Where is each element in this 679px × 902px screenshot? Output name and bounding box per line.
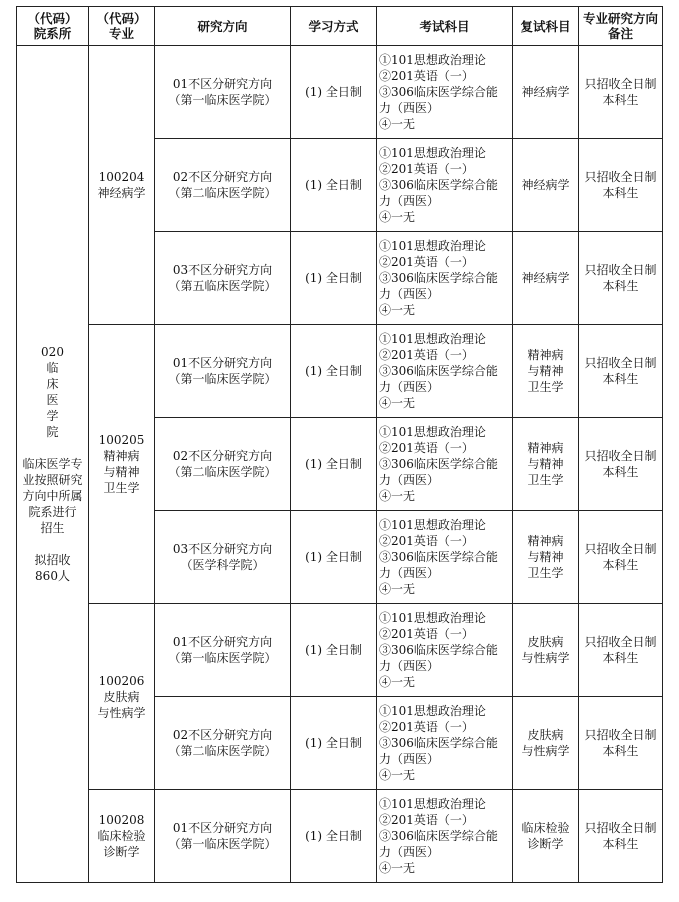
note-cell (579, 604, 663, 697)
note-cell (579, 325, 663, 418)
exam-subject-line: 力（西医） (379, 101, 440, 115)
exam-subject-line: ④一无 (379, 303, 416, 317)
direction-cell (155, 139, 291, 232)
retest-line: 与精神 (527, 457, 564, 471)
retest-line: 与精神 (527, 364, 564, 378)
direction-line: （第一临床医学院） (168, 651, 277, 665)
exam-subject-line: ④一无 (379, 675, 416, 689)
retest-line: 皮肤病 (527, 635, 564, 649)
exam-subject-line: ④一无 (379, 489, 416, 503)
retest-line: 神经病学 (521, 85, 570, 99)
header-direction: 研究方向 (155, 7, 291, 46)
exam-subject-line: ③306临床医学综合能 (379, 550, 498, 564)
dept-name-char: 医 (46, 393, 59, 407)
direction-line: （第二临床医学院） (168, 744, 277, 758)
note-line: 本科生 (602, 186, 639, 200)
exam-subject-line: ②201英语（一） (379, 534, 474, 548)
header-retest: 复试科目 (513, 7, 579, 46)
direction-cell (155, 46, 291, 139)
note-cell (579, 697, 663, 790)
note-line: 本科生 (602, 372, 639, 386)
dept-description-line: 院系进行 (28, 505, 77, 519)
direction-line: 01不区分研究方向 (172, 77, 273, 91)
note-line: 只招收全日制 (584, 263, 657, 277)
exam-subject-line: ②201英语（一） (379, 441, 474, 455)
exam-subject-line: 力（西医） (379, 566, 440, 580)
exam-subjects-cell (377, 46, 513, 139)
direction-line: 02不区分研究方向 (172, 728, 273, 742)
note-line: 本科生 (602, 93, 639, 107)
major-name-line: 卫生学 (103, 481, 140, 495)
study-mode-cell: (1) 全日制 (291, 232, 377, 325)
exam-subject-line: ④一无 (379, 861, 416, 875)
table-row (17, 790, 663, 883)
table-row (17, 325, 663, 418)
dept-code: 020 (41, 345, 64, 359)
direction-line: 02不区分研究方向 (172, 449, 273, 463)
retest-line: 神经病学 (521, 271, 570, 285)
direction-cell (155, 604, 291, 697)
major-code: 100206 (98, 673, 145, 688)
dept-description-line: 业按照研究 (22, 473, 83, 487)
note-line: 本科生 (602, 465, 639, 479)
retest-line: 精神病 (527, 348, 564, 362)
study-mode-cell: (1) 全日制 (291, 418, 377, 511)
retest-cell (513, 418, 579, 511)
direction-line: （第一临床医学院） (168, 837, 277, 851)
study-mode-cell: (1) 全日制 (291, 139, 377, 232)
study-mode-cell: (1) 全日制 (291, 604, 377, 697)
note-line: 本科生 (602, 279, 639, 293)
exam-subject-line: 力（西医） (379, 194, 440, 208)
note-line: 本科生 (602, 837, 639, 851)
exam-subjects-cell (377, 325, 513, 418)
direction-line: （医学科学院） (180, 558, 265, 572)
direction-line: （第一临床医学院） (168, 372, 277, 386)
dept-name-char: 院 (46, 425, 59, 439)
note-line: 本科生 (602, 651, 639, 665)
direction-line: 01不区分研究方向 (172, 635, 273, 649)
exam-subjects-cell (377, 418, 513, 511)
note-line: 只招收全日制 (584, 449, 657, 463)
exam-subject-line: ④一无 (379, 396, 416, 410)
exam-subjects-cell (377, 232, 513, 325)
exam-subject-line: ①101思想政治理论 (379, 146, 486, 160)
major-cell (89, 325, 155, 604)
major-name-line: 与性病学 (97, 705, 146, 720)
exam-subject-line: 力（西医） (379, 752, 440, 766)
table-row (17, 46, 663, 139)
direction-cell (155, 511, 291, 604)
exam-subject-line: ③306临床医学综合能 (379, 457, 498, 471)
exam-subject-line: ①101思想政治理论 (379, 704, 486, 718)
exam-subject-line: ③306临床医学综合能 (379, 364, 498, 378)
exam-subject-line: ②201英语（一） (379, 69, 474, 83)
admissions-table (16, 6, 663, 883)
exam-subjects-cell (377, 697, 513, 790)
retest-cell (513, 232, 579, 325)
direction-line: 03不区分研究方向 (172, 542, 273, 556)
major-name-line: 与精神 (103, 465, 140, 479)
direction-cell (155, 697, 291, 790)
header-exam-subjects: 考试科目 (377, 7, 513, 46)
dept-name-char: 临 (46, 361, 59, 375)
retest-line: 与精神 (527, 550, 564, 564)
exam-subject-line: ①101思想政治理论 (379, 53, 486, 67)
note-cell (579, 418, 663, 511)
major-cell (89, 46, 155, 325)
retest-line: 卫生学 (527, 473, 564, 487)
exam-subject-line: ③306临床医学综合能 (379, 271, 498, 285)
direction-line: 01不区分研究方向 (172, 821, 273, 835)
exam-subject-line: ①101思想政治理论 (379, 332, 486, 346)
note-line: 只招收全日制 (584, 77, 657, 91)
exam-subject-line: ②201英语（一） (379, 720, 474, 734)
retest-line: 卫生学 (527, 380, 564, 394)
exam-subject-line: ②201英语（一） (379, 162, 474, 176)
note-cell (579, 232, 663, 325)
exam-subject-line: ②201英语（一） (379, 627, 474, 641)
retest-cell (513, 139, 579, 232)
retest-line: 临床检验 (521, 821, 570, 835)
table-row (17, 604, 663, 697)
exam-subject-line: ②201英语（一） (379, 348, 474, 362)
retest-line: 精神病 (527, 441, 564, 455)
major-code: 100208 (98, 813, 145, 827)
exam-subject-line: ③306临床医学综合能 (379, 85, 498, 99)
note-cell (579, 139, 663, 232)
exam-subject-line: ④一无 (379, 582, 416, 596)
retest-cell (513, 325, 579, 418)
exam-subjects-cell (377, 604, 513, 697)
dept-quota-line: 860人 (35, 569, 70, 583)
major-code: 100204 (98, 170, 145, 184)
exam-subject-line: ①101思想政治理论 (379, 425, 486, 439)
note-line: 本科生 (602, 744, 639, 758)
study-mode-cell: (1) 全日制 (291, 790, 377, 883)
direction-cell (155, 232, 291, 325)
dept-name-char: 学 (46, 409, 59, 423)
retest-line: 神经病学 (521, 178, 570, 192)
header-dept: （代码） 院系所 (17, 7, 89, 46)
exam-subject-line: ③306临床医学综合能 (379, 736, 498, 750)
retest-cell (513, 790, 579, 883)
study-mode-cell: (1) 全日制 (291, 325, 377, 418)
direction-cell (155, 418, 291, 511)
exam-subject-line: 力（西医） (379, 473, 440, 487)
retest-line: 诊断学 (527, 837, 564, 851)
dept-description-line: 方向中所属 (22, 489, 83, 503)
direction-line: 03不区分研究方向 (172, 263, 273, 277)
exam-subject-line: ③306临床医学综合能 (379, 829, 498, 843)
major-cell (89, 604, 155, 790)
retest-line: 与性病学 (521, 744, 570, 758)
exam-subjects-cell (377, 790, 513, 883)
header-row (17, 7, 663, 46)
direction-line: （第二临床医学院） (168, 186, 277, 200)
exam-subject-line: 力（西医） (379, 380, 440, 394)
header-study-mode: 学习方式 (291, 7, 377, 46)
direction-line: 02不区分研究方向 (172, 170, 273, 184)
direction-cell (155, 790, 291, 883)
note-cell (579, 46, 663, 139)
exam-subject-line: ③306临床医学综合能 (379, 643, 498, 657)
exam-subject-line: 力（西医） (379, 845, 440, 859)
direction-line: （第五临床医学院） (168, 279, 277, 293)
retest-cell (513, 604, 579, 697)
note-line: 只招收全日制 (584, 728, 657, 742)
retest-cell (513, 46, 579, 139)
header-note: 专业研究方向 备注 (579, 7, 663, 46)
exam-subject-line: ①101思想政治理论 (379, 239, 486, 253)
exam-subject-line: ④一无 (379, 768, 416, 782)
exam-subject-line: ④一无 (379, 117, 416, 131)
retest-line: 卫生学 (527, 566, 564, 580)
retest-cell (513, 511, 579, 604)
exam-subject-line: ①101思想政治理论 (379, 518, 486, 532)
retest-line: 精神病 (527, 534, 564, 548)
note-cell (579, 790, 663, 883)
major-name-line: 神经病学 (97, 186, 146, 200)
study-mode-cell: (1) 全日制 (291, 697, 377, 790)
exam-subjects-cell (377, 511, 513, 604)
note-line: 只招收全日制 (584, 821, 657, 835)
note-line: 本科生 (602, 558, 639, 572)
dept-description-line: 临床医学专 (22, 457, 83, 471)
exam-subject-line: 力（西医） (379, 287, 440, 301)
header-major: （代码） 专业 (89, 7, 155, 46)
direction-line: （第一临床医学院） (168, 93, 277, 107)
note-line: 只招收全日制 (584, 356, 657, 370)
major-code: 100205 (98, 433, 145, 447)
exam-subject-line: ①101思想政治理论 (379, 611, 486, 625)
direction-cell (155, 325, 291, 418)
exam-subjects-cell (377, 139, 513, 232)
exam-subject-line: ④一无 (379, 210, 416, 224)
study-mode-cell: (1) 全日制 (291, 46, 377, 139)
major-name-line: 临床检验 (97, 829, 146, 843)
dept-quota-line: 拟招收 (34, 553, 71, 567)
major-name-line: 皮肤病 (103, 689, 140, 704)
exam-subject-line: ①101思想政治理论 (379, 797, 486, 811)
exam-subject-line: 力（西医） (379, 659, 440, 673)
major-name-line: 精神病 (103, 449, 140, 463)
retest-cell (513, 697, 579, 790)
exam-subject-line: ②201英语（一） (379, 813, 474, 827)
dept-cell (17, 46, 89, 883)
note-line: 只招收全日制 (584, 542, 657, 556)
note-line: 只招收全日制 (584, 170, 657, 184)
retest-line: 皮肤病 (527, 728, 564, 742)
exam-subject-line: ③306临床医学综合能 (379, 178, 498, 192)
retest-line: 与性病学 (521, 651, 570, 665)
major-cell (89, 790, 155, 883)
table-body (17, 46, 663, 883)
direction-line: 01不区分研究方向 (172, 356, 273, 370)
note-line: 只招收全日制 (584, 635, 657, 649)
dept-name-char: 床 (46, 377, 59, 391)
major-name-line: 诊断学 (103, 845, 140, 859)
note-cell (579, 511, 663, 604)
direction-line: （第二临床医学院） (168, 465, 277, 479)
study-mode-cell: (1) 全日制 (291, 511, 377, 604)
dept-description-line: 招生 (40, 521, 65, 535)
exam-subject-line: ②201英语（一） (379, 255, 474, 269)
